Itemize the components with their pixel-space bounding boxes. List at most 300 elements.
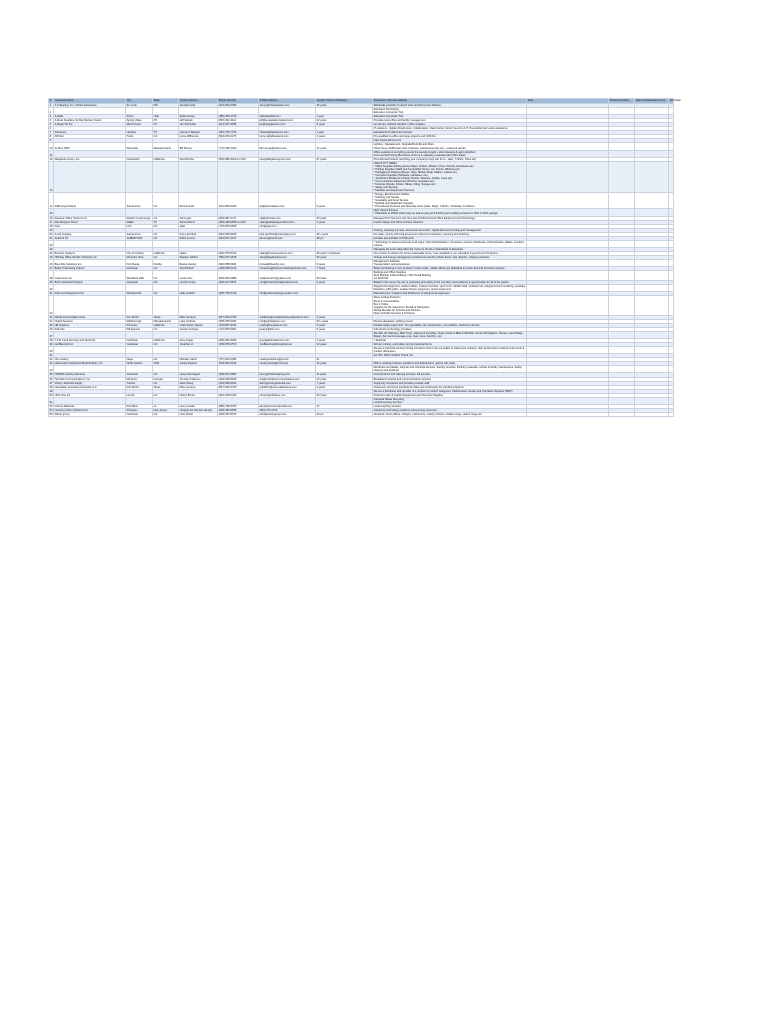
cell-length xyxy=(316,347,373,354)
cell-date xyxy=(635,347,669,354)
cell-phone xyxy=(218,108,259,115)
cell-phone: (603) 864-6118 xyxy=(218,362,259,366)
cell-email xyxy=(259,161,316,192)
cell-date xyxy=(635,271,669,281)
cell-city: ALBERTSON xyxy=(126,236,153,240)
cell-city xyxy=(126,397,153,404)
cell-state: Texas xyxy=(153,315,179,319)
cell-email: publisher@muzakandnouvelaanhome.com xyxy=(259,315,316,319)
table-row xyxy=(49,150,674,157)
cell-n: 34 xyxy=(49,319,53,323)
cell-initials xyxy=(669,285,674,292)
cell-n: 4 xyxy=(49,119,54,123)
cell-initials xyxy=(669,397,674,404)
cell-process xyxy=(609,331,635,338)
cell-contact: Bill Murray xyxy=(179,143,218,150)
cell-phone: (774) 356-4440 xyxy=(218,143,259,150)
cell-state: CA xyxy=(153,135,179,139)
table-row xyxy=(49,412,674,416)
cell-initials xyxy=(669,150,674,157)
cell-phone: (818) 606-0895 xyxy=(218,271,259,281)
cell-n: 2 xyxy=(49,108,54,115)
cell-city: Fort Worth xyxy=(126,385,153,389)
cell-company: J.A.B. Food Services and Janitorial xyxy=(54,339,126,343)
cell-process xyxy=(609,161,635,192)
cell-city: Mount Kisco xyxy=(126,123,153,127)
cell-n: 45 xyxy=(49,373,53,377)
cell-n: 14 xyxy=(49,193,54,209)
cell-length: 30 years xyxy=(316,216,373,220)
cell-length: 4 years xyxy=(316,135,373,139)
cell-email: scot@allegiancegroup.com xyxy=(259,157,316,161)
cell-company: Victory Janitorial Supply xyxy=(54,381,126,385)
cell-state: Georgia xyxy=(153,377,179,381)
cell-initials xyxy=(669,271,674,281)
cell-phone: (818) 886-9202 ext 109 xyxy=(218,157,259,161)
cell-city xyxy=(126,285,153,292)
cell-desc: Food products and catering services, full services xyxy=(373,373,527,377)
cell-state xyxy=(153,331,179,338)
cell-date xyxy=(635,108,669,115)
cell-contact xyxy=(179,331,218,338)
cell-city: Goodman xyxy=(126,412,153,416)
cell-date xyxy=(635,296,669,315)
column-header-email: E-Mail Address xyxy=(259,99,316,104)
cell-state: CA xyxy=(153,292,179,296)
cell-n: 41 xyxy=(49,354,53,358)
cell-initials xyxy=(669,108,674,115)
cell-phone: (650) 970-1815 xyxy=(218,255,259,259)
cell-state: CA xyxy=(153,216,179,220)
cell-n: 35 xyxy=(49,323,53,327)
cell-company xyxy=(54,240,126,247)
cell-n: 11 xyxy=(49,150,54,157)
cell-initials xyxy=(669,143,674,150)
cell-phone: (314) 564-0035 xyxy=(218,104,259,108)
cell-contact: Joseph Verdugo xyxy=(179,327,218,331)
cell-contact: Henry Dominguez xyxy=(179,373,218,377)
cell-desc: Management Software Transportation and accessories xyxy=(373,260,527,267)
cell-area xyxy=(527,108,609,115)
cell-state: CA xyxy=(153,412,179,416)
cell-phone: (714) 669-6001 xyxy=(218,327,259,331)
cell-length xyxy=(316,331,373,338)
column-header-phone: Phone Number xyxy=(218,99,259,104)
cell-email: chet@wintergroup.com xyxy=(259,412,316,416)
cell-desc: Interior design and office furniture solutions xyxy=(373,220,527,224)
cell-desc: Wholesale provider of search tools and Document libraries. xyxy=(373,104,527,108)
cell-company xyxy=(54,296,126,315)
cell-email xyxy=(259,296,316,315)
cell-email: cbassett@advances.com xyxy=(259,131,316,135)
table-row xyxy=(49,271,674,281)
cell-desc: Interactive technology solutions and learning resources xyxy=(373,408,527,412)
cell-n: 43 xyxy=(49,362,53,366)
cell-contact: Dennis Bond xyxy=(179,220,218,224)
cell-n: 40 xyxy=(49,347,54,354)
cell-email: info@parknestplaygroundinc.com xyxy=(259,292,316,296)
cell-phone: (845) 262-3112 xyxy=(218,119,259,123)
cell-city: Houston xyxy=(126,131,153,135)
table-row xyxy=(49,143,674,150)
cell-desc: Full service technology providers xyxy=(373,327,527,331)
cell-n: 32 xyxy=(49,296,54,315)
cell-desc: * Technology & service protocols of all types, both only/hardware / computers, servers, Notebooks, Chromebooks, tablets, monitors, printers xyxy=(373,240,525,247)
table-row xyxy=(49,397,674,404)
cell-state: California xyxy=(153,339,179,343)
cell-state: NY xyxy=(153,119,179,123)
cell-length: 2 years xyxy=(316,220,373,224)
cell-company: Alta Designer Direct xyxy=(54,220,126,224)
cell-n: 16 xyxy=(49,216,53,220)
cell-phone: (209) 604-2850 xyxy=(218,373,259,377)
cell-state: NY xyxy=(153,236,179,240)
cell-state: CA xyxy=(153,343,179,347)
cell-city xyxy=(126,331,153,338)
cell-phone xyxy=(218,347,259,354)
cell-n: 28 xyxy=(49,271,54,281)
cell-company: Air Bus 2008 xyxy=(54,143,126,150)
cell-desc: * Energy, Electrical and Utilities * Clothing and Textiles * Hospitality and Food Service * Medical and Healthcare Supplies * Promotional Products and Specialty Items (Hats, Mugs, T-Shirts, Umbrellas, Tumblers) xyxy=(373,193,527,209)
cell-email xyxy=(259,240,316,247)
cell-city: Port Reese xyxy=(126,260,153,267)
cell-area xyxy=(527,161,609,192)
cell-contact: Jake xyxy=(179,224,218,228)
cell-company: NHDNR Catering Services xyxy=(54,373,126,377)
cell-company: HE Systems xyxy=(54,323,126,327)
cell-length xyxy=(316,397,373,404)
cell-email: sales@brosnansystems.com xyxy=(259,251,316,255)
cell-n: 5 xyxy=(49,123,54,127)
table-row xyxy=(49,366,674,373)
cell-phone xyxy=(218,240,259,247)
cell-city: Goodman xyxy=(126,343,153,347)
cell-n: 54 xyxy=(49,412,53,416)
cell-company: A&M Airport Depot xyxy=(54,193,126,209)
cell-city: Princeton xyxy=(126,408,153,412)
cell-n: 27 xyxy=(49,267,53,271)
vendor-table xyxy=(48,98,681,417)
cell-email xyxy=(259,347,316,354)
cell-state: TX xyxy=(153,220,179,224)
cell-n: 8 xyxy=(49,135,54,139)
cell-length: 1 year xyxy=(316,115,373,119)
cell-city: Sacramento xyxy=(126,193,153,209)
cell-phone: (949) 252-0273 xyxy=(218,135,259,139)
cell-n: 10 xyxy=(49,143,54,150)
cell-state xyxy=(153,209,179,216)
cell-state: California xyxy=(153,323,179,327)
cell-n: 38 xyxy=(49,339,53,343)
cell-phone: (775) 978-4525 xyxy=(218,224,259,228)
cell-phone: (916) 929-9400 xyxy=(218,232,259,236)
cell-company xyxy=(54,161,126,192)
cell-length: 15 years xyxy=(316,104,373,108)
cell-initials xyxy=(669,412,674,416)
cell-contact: Jaden xyxy=(179,251,218,255)
cell-email xyxy=(259,331,316,338)
cell-contact xyxy=(179,240,218,247)
cell-process xyxy=(609,193,635,209)
cell-process xyxy=(609,209,635,216)
cell-company: Nouvelaan Innovation Networks LLC xyxy=(54,385,126,389)
cell-desc: Industrial Waste Recycling Local Recycling Services xyxy=(373,397,527,404)
cell-length: 12 years xyxy=(316,362,373,366)
cell-date xyxy=(635,193,669,209)
cell-city xyxy=(126,161,153,192)
cell-desc: Local recycling services xyxy=(373,404,527,408)
cell-city: Mountain View xyxy=(126,255,153,259)
cell-phone xyxy=(218,285,259,292)
cell-email: contactus@betterpurchasingindustri.com xyxy=(259,267,316,271)
cell-state xyxy=(153,285,179,292)
cell-desc: * Janitorial xyxy=(373,339,527,343)
cell-desc: Screen printing, embroidery and promotional items xyxy=(373,343,527,347)
cell-contact: Carole Downer xyxy=(179,362,218,366)
cell-n: 19 xyxy=(49,228,53,232)
cell-process xyxy=(609,260,635,267)
cell-company: JSL Coating xyxy=(54,358,126,362)
cell-contact: Larry Lozada xyxy=(179,404,218,408)
cell-length: 4 years xyxy=(316,339,373,343)
column-header-products: Products or Services Offered xyxy=(373,99,527,104)
cell-company: A-Desk Supplies / AI Day Delivery Depot xyxy=(54,119,126,123)
cell-contact: Luke & Monte xyxy=(179,319,218,323)
cell-contact: Ed Kaminski xyxy=(179,193,218,209)
cell-length: 20+ years xyxy=(316,232,373,236)
cell-n: 36 xyxy=(49,327,53,331)
cell-area xyxy=(527,143,609,150)
cell-company: A-Arq Imaging xyxy=(54,232,126,236)
cell-city: Goodman xyxy=(126,267,153,271)
cell-initials xyxy=(669,240,674,247)
cell-state: Texas xyxy=(153,385,179,389)
cell-contact: Scott Burrell xyxy=(179,267,218,271)
cell-company xyxy=(54,366,126,373)
cell-desc: Charge and energy management solutions for electric vehicle fleets, Gas, Electric, charging solutions xyxy=(373,255,527,259)
cell-phone: (209) 535-6573 xyxy=(218,343,259,347)
cell-length xyxy=(316,296,373,315)
cell-email: jeff@a-daydeliverydepot.com xyxy=(259,119,316,123)
cell-desc: Products Lawn & Garden Equipment and Chemical Supplies xyxy=(373,393,527,397)
cell-area xyxy=(527,209,609,216)
cell-company: Bonk Industrial Products xyxy=(54,281,126,285)
cell-length: 15 years xyxy=(316,377,373,381)
cell-city: Worcester xyxy=(126,143,153,150)
cell-phone: (916) 863-5223 xyxy=(218,193,259,209)
cell-phone: (909) 987-3717 xyxy=(218,216,259,220)
cell-desc: We are a technical service printing contractor who is the pre-leader of waterproof coatings, high-performance coatings and trends & product distribution. xyxy=(373,347,527,354)
cell-city: Pill Agencia xyxy=(126,327,153,331)
cell-desc: Lighting - Replacement, Upgrade/Retrofits and More HVAC Tune-Up/Booster Units (Classes, maintenance kits etc) - preferred vendor xyxy=(373,143,527,150)
cell-process xyxy=(609,366,635,373)
cell-length: 20 Years xyxy=(316,393,373,397)
cell-email: kyle.latchford@arqimaging.com xyxy=(259,232,316,236)
cell-contact xyxy=(179,285,218,292)
cell-state: California xyxy=(153,157,179,161)
table-row xyxy=(49,260,674,267)
cell-city: Sacramento xyxy=(126,232,153,236)
cell-company: AIB Net xyxy=(54,135,126,139)
cell-state: CA xyxy=(153,373,179,377)
cell-desc: IT solutions - digital infrastructure, Collaboration, Data Center, Cloud, Security & IT, We enable their entire operations xyxy=(373,127,527,131)
cell-state: New Jersey xyxy=(153,408,179,412)
cell-state: CA xyxy=(153,232,179,236)
cell-area xyxy=(527,260,609,267)
cell-email: coatingsolutions@jsl.com xyxy=(259,358,316,362)
cell-company: Learning Vision Solutions Inc. xyxy=(54,408,126,412)
cell-n: 21 xyxy=(49,236,53,240)
cell-contact: Jeff Sabadi xyxy=(179,119,218,123)
cell-n: 13 xyxy=(49,161,54,192)
cell-state: TX xyxy=(153,131,179,135)
cell-state: CA xyxy=(153,224,179,228)
cell-company: 1-2 Spacing, Inc., Infinite Awareness xyxy=(54,104,126,108)
cell-length xyxy=(316,161,373,192)
cell-city: LAX xyxy=(126,224,153,228)
cell-company: NW Bay Office Worlds Unlimited, Inc. xyxy=(54,255,126,259)
cell-contact: Jennifer Holly xyxy=(179,104,218,108)
cell-desc: Classroom resources (textbook bundles and workbooks) for enrolled programs xyxy=(373,385,527,389)
cell-state: MO xyxy=(153,104,179,108)
cell-n: 20 xyxy=(49,232,53,236)
cell-city: Monterey xyxy=(126,377,153,381)
cell-company: Blue Ship Solutions Inc. xyxy=(54,260,126,267)
cell-initials xyxy=(669,347,674,354)
table-row xyxy=(49,108,674,115)
table-row xyxy=(49,161,674,192)
cell-length: 6 years xyxy=(316,327,373,331)
cell-process xyxy=(609,296,635,315)
cell-n: 25 xyxy=(49,255,53,259)
cell-process xyxy=(609,150,635,157)
cell-n: 17 xyxy=(49,220,53,224)
cell-phone: (817) 646-2700 xyxy=(218,385,259,389)
table-row xyxy=(49,331,674,338)
cell-n: 12 xyxy=(49,157,53,161)
cell-state: Massachusetts xyxy=(153,143,179,150)
cell-city xyxy=(126,150,153,157)
cell-company: Almanac Office Systems Inc. xyxy=(54,216,126,220)
cell-n: 48 xyxy=(49,385,53,389)
cell-desc: Provides local office and facility management xyxy=(373,119,527,123)
cell-phone: (209) 217-5874 xyxy=(218,281,259,285)
cell-desc: For state, county and local government document solutions, scanning and indexing xyxy=(373,232,527,236)
cell-city: Provo xyxy=(126,115,153,119)
cell-length: 6 years xyxy=(316,260,373,267)
table-row xyxy=(49,296,674,315)
cell-desc: Education Technology Education Instruction Tool xyxy=(373,108,527,115)
cell-email xyxy=(259,150,316,157)
cell-city: Rancho Cucamonga xyxy=(126,216,153,220)
cell-email: publisher@nouvelaanhome.com xyxy=(259,385,316,389)
cell-contact: Jonathan Jr. xyxy=(179,343,218,347)
cell-area xyxy=(527,271,609,281)
cell-email: cbrown@ultratree.com xyxy=(259,393,316,397)
cell-desc: Broadband network and communications services xyxy=(373,377,527,381)
cell-contact: Jen Schneider xyxy=(179,123,218,127)
cell-date xyxy=(635,366,669,373)
cell-state: CA xyxy=(153,193,179,209)
cell-contact: Cheryl Brown xyxy=(179,393,218,397)
cell-contact xyxy=(179,347,218,354)
cell-email: jen@aregalvetinc.com xyxy=(259,123,316,127)
cell-company xyxy=(54,108,126,115)
cell-phone xyxy=(218,209,259,216)
cell-n: 46 xyxy=(49,377,53,381)
cell-date xyxy=(635,260,669,267)
cell-phone: (469) 298-0659 ext 103 xyxy=(218,220,259,224)
cell-process xyxy=(609,108,635,115)
cell-company: Park-nest Playground Inc. xyxy=(54,292,126,296)
cell-desc: Playground equipment, outdoor tables, outdoor benches, sport court, athletic field, synthetic turf, playground and surfacing, specialty bleachers, ADA paths, outdoor fitness equipment, sports equipment xyxy=(373,285,526,292)
cell-phone xyxy=(218,397,259,404)
cell-contact xyxy=(179,296,218,315)
cell-length: 3 years xyxy=(316,385,373,389)
cell-city: North Garden xyxy=(126,362,153,366)
cell-contact: Louis Lobo xyxy=(179,271,218,281)
cell-email xyxy=(259,209,316,216)
cell-desc: Distributor and dealer, shop art and chemical services, flooring services, finishing materials, vehicle & facility maintenance, facility cleaning and janitorial xyxy=(373,366,527,373)
cell-phone: (609) 456-5555 xyxy=(218,408,259,412)
cell-city: Pleasant Hill xyxy=(126,292,153,296)
cell-state: CA xyxy=(153,271,179,281)
cell-contact: Darin Wong xyxy=(179,381,218,385)
cell-phone: (920) 858-5904 xyxy=(218,260,259,267)
cell-n: 23 xyxy=(49,247,53,251)
cell-date xyxy=(635,209,669,216)
cell-desc: Better purchasing on any product in origin scale, middle offices are dedicated for water-and and focused programs xyxy=(373,267,527,271)
cell-phone: (516) 873-1170 xyxy=(218,236,259,240)
cell-contact: Chet Winter xyxy=(179,412,218,416)
cell-phone: (209) 635-6213 xyxy=(218,267,259,271)
cell-email: info@globalgreen.com xyxy=(259,319,316,323)
column-header-company: Company Name xyxy=(54,99,126,104)
cell-company: Better Purchasing Industri xyxy=(54,267,126,271)
cell-phone: (209) 999-5024 xyxy=(218,381,259,385)
cell-n: 15 xyxy=(49,209,54,216)
cell-email: nimbproducts@nimb.org xyxy=(259,362,316,366)
cell-state: Massachusetts xyxy=(153,319,179,323)
cell-email: grey@jabfoodservice.com xyxy=(259,339,316,343)
cell-state: CA xyxy=(153,267,179,271)
cell-contact: Robb Harvey xyxy=(179,115,218,119)
cell-n: 51 xyxy=(49,397,54,404)
cell-area xyxy=(527,366,609,373)
cell-length: 30+ years xyxy=(316,319,373,323)
cell-desc: Education Instruction Tool xyxy=(373,115,527,119)
cell-n: 44 xyxy=(49,366,54,373)
cell-date xyxy=(635,161,669,192)
cell-contact xyxy=(179,209,218,216)
cell-company: IKIE Info xyxy=(54,327,126,331)
cell-n: 26 xyxy=(49,260,54,267)
cell-n: 33 xyxy=(49,315,53,319)
cell-n: 37 xyxy=(49,331,54,338)
cell-city xyxy=(126,108,153,115)
cell-contact: Holly Lindahl xyxy=(179,292,218,296)
cell-desc: Flexible safety equipment - fire specialties, fire suppression, non-cardbox, electronic security xyxy=(373,323,527,327)
cell-length: 28 Years xyxy=(316,271,373,281)
cell-length: 1 year xyxy=(316,131,373,135)
cell-email: tim@tecchaincommunications.com xyxy=(259,377,316,381)
cell-city: Goodman xyxy=(126,339,153,343)
cell-contact: Scot Busche xyxy=(179,157,218,161)
cell-desc: ODM & TITY INDEX * Office Supplies (Multi-purpose Paper, Folders, Binders, Pens, Pencils, Envelopes etc) * Printing Supplies (OEM and Compatible Toners, Ink, Drums, Ribbons etc) * Packaging & Shipping (Boxes, Tape, Bubble Wrap, Mailers, Labels etc) * Computer Supplies (Software, Hardware, etc) * Janitorial & Breakroom (Paper Towels, Cleaners, Coffee, Cups etc) * Communication Equipment (Phones, Headsets etc) * Furniture (Desks, Chairs, Tables, Filing, Storage etc) * Safety and Security * Facilities and Equipment Services xyxy=(373,161,527,192)
cell-city xyxy=(126,366,153,373)
cell-company xyxy=(54,397,126,404)
cell-length xyxy=(316,150,373,157)
